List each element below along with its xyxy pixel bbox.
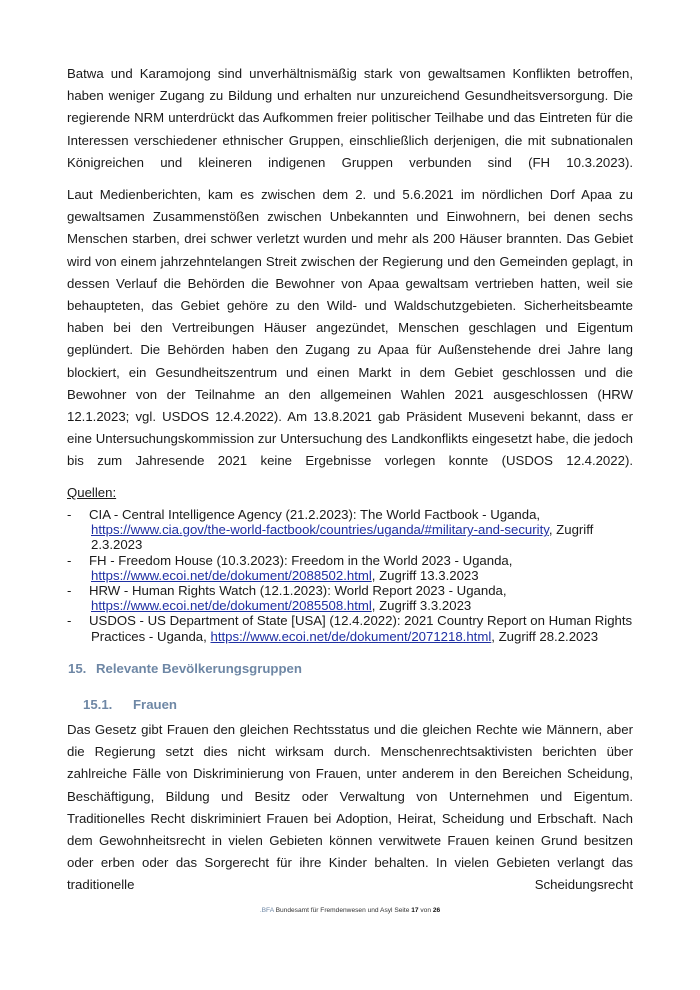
source-access: , Zugriff 28.2.2023 [491,628,599,644]
page-number: 17 [411,907,419,914]
source-link-hrw[interactable]: https://www.ecoi.net/de/dokument/2085508.html [91,598,372,614]
source-link-usdos[interactable]: https://www.ecoi.net/de/dokument/2071218.html [210,628,492,644]
subsection-number: 15.1. [83,697,113,712]
source-access-date: 2.3.2023 [91,537,143,553]
source-access: , Zugriff [548,522,594,538]
body-paragraph-1: Batwa und Karamojong sind unverhältnismäßig stark von gewaltsamen Konflikten betroffen, haben weniger Zugang zu Bildung und erhalten nur unzureichend Gesundheitsversorgung. Die regierende NRM unterdrückt das Aufkommen freier politischer Teilhabe und das Eintreten für die Interessen verschiedener ethnischer Gruppen, einschließlich derjenigen, die mit subnationalen Königreichen und kleineren indigenen Gruppen verbunden sind (FH 10.3.2023). [67,66,633,170]
body-paragraph-2: Laut Medienberichten, kam es zwischen dem 2. und 5.6.2021 im nördlichen Dorf Apaa zu gewaltsamen Zusammenstößen zwischen Unbekannten und Einwohnern, bei denen sechs Menschen starben, drei schwer verletzt wurden und mehr als 200 Häuser brannten. Das Gebiet wird von einem jahrzehntelangen Streit zwischen der Regierung und den Gemeinden geplagt, in dessen Verlauf die Behörden die Bewohner von Apaa gewaltsam vertrieben hatten, weil sie behaupteten, das Gebiet gehöre zu den Wild- und Waldschutzgebieten. Sicherheitsbeamte haben bei den Vertreibungen Häuser angezündet, Menschen geschlagen und Eigentum geplündert. Die Behörden haben den Zugang zu Apaa für Außenstehende drei Jahre lang blockiert, ein Gesundheitszentrum und einen Markt in dem Gebiet geschlossen und die Bewohner von der Teilnahme an den allgemeinen Wahlen 2021 ausgeschlossen (HRW 12.1.2023; vgl. USDOS 12.4.2022). Am 13.8.2021 gab Präsident Museveni bekannt, dass er eine Untersuchungskommission zur Untersuchung des Landkonflikts eingesetzt habe, die jedoch bis zum Jahresende 2021 keine Ergebnisse vorlegen konnte (USDOS 12.4.2022). [67,187,633,469]
source-text: HRW - Human Rights Watch (12.1.2023): World Report 2023 - Uganda, [89,583,507,599]
footer-org: Bundesamt für Fremdenwesen und Asyl Seite [273,907,412,914]
source-item-usdos [67,613,647,643]
footer-of: von [418,907,433,914]
source-text: USDOS - US Department of State [USA] (12.4.2022): 2021 Country Report on Human Rights [89,613,633,629]
source-item-fh [67,553,647,583]
subsection-heading [83,697,177,712]
source-item-hrw [67,583,647,613]
bfa-logo-text: .BFA [259,907,274,914]
page-total: 26 [432,907,441,914]
sources-list [67,507,647,644]
list-dash: - [67,583,72,599]
source-text: FH - Freedom House (10.3.2023): Freedom in the World 2023 - Uganda, [89,552,513,568]
body-paragraph-3: Das Gesetz gibt Frauen den gleichen Rechtsstatus und die gleichen Rechte wie Männern, aber die Regierung setzt dies nicht wirksam durch. Menschenrechtsaktivisten berichten über zahlreiche Fälle von Diskriminierung von Frauen, unter anderem in den Bereichen Scheidung, Beschäftigung, Bildung und Besitz oder Verwaltung von Unternehmen und Eigentum. Traditionelles Recht diskriminiert Frauen bei Adoption, Heirat, Scheidung und Erbschaft. Nach dem Gewohnheitsrecht in vielen Gebieten können verwitwete Frauen keinen Grund besitzen oder erben oder das Sorgerecht für ihre Kinder behalten. In vielen Gebieten verlangt das traditionelle Scheidungsrecht [67,722,633,893]
source-item-cia [67,507,647,553]
source-access: , Zugriff 3.3.2023 [371,598,472,614]
source-link-fh[interactable]: https://www.ecoi.net/de/dokument/2088502.html [91,567,372,583]
list-dash: - [67,613,72,629]
list-dash: - [67,552,72,568]
source-text: CIA - Central Intelligence Agency (21.2.2023): The World Factbook - Uganda, [89,507,541,522]
source-access: , Zugriff 13.3.2023 [371,567,479,583]
section-heading [68,661,302,676]
subsection-title: Frauen [133,697,177,712]
list-dash: - [67,507,72,522]
section-number: 15. [68,661,87,676]
section-title: Relevante Bevölkerungsgruppen [96,661,302,676]
page-footer [0,907,700,914]
sources-label: Quellen: [67,485,117,500]
source-text-cont: Practices - Uganda, [91,628,211,644]
source-link-cia[interactable]: https://www.cia.gov/the-world-factbook/countries/uganda/#military-and-security [91,522,549,538]
